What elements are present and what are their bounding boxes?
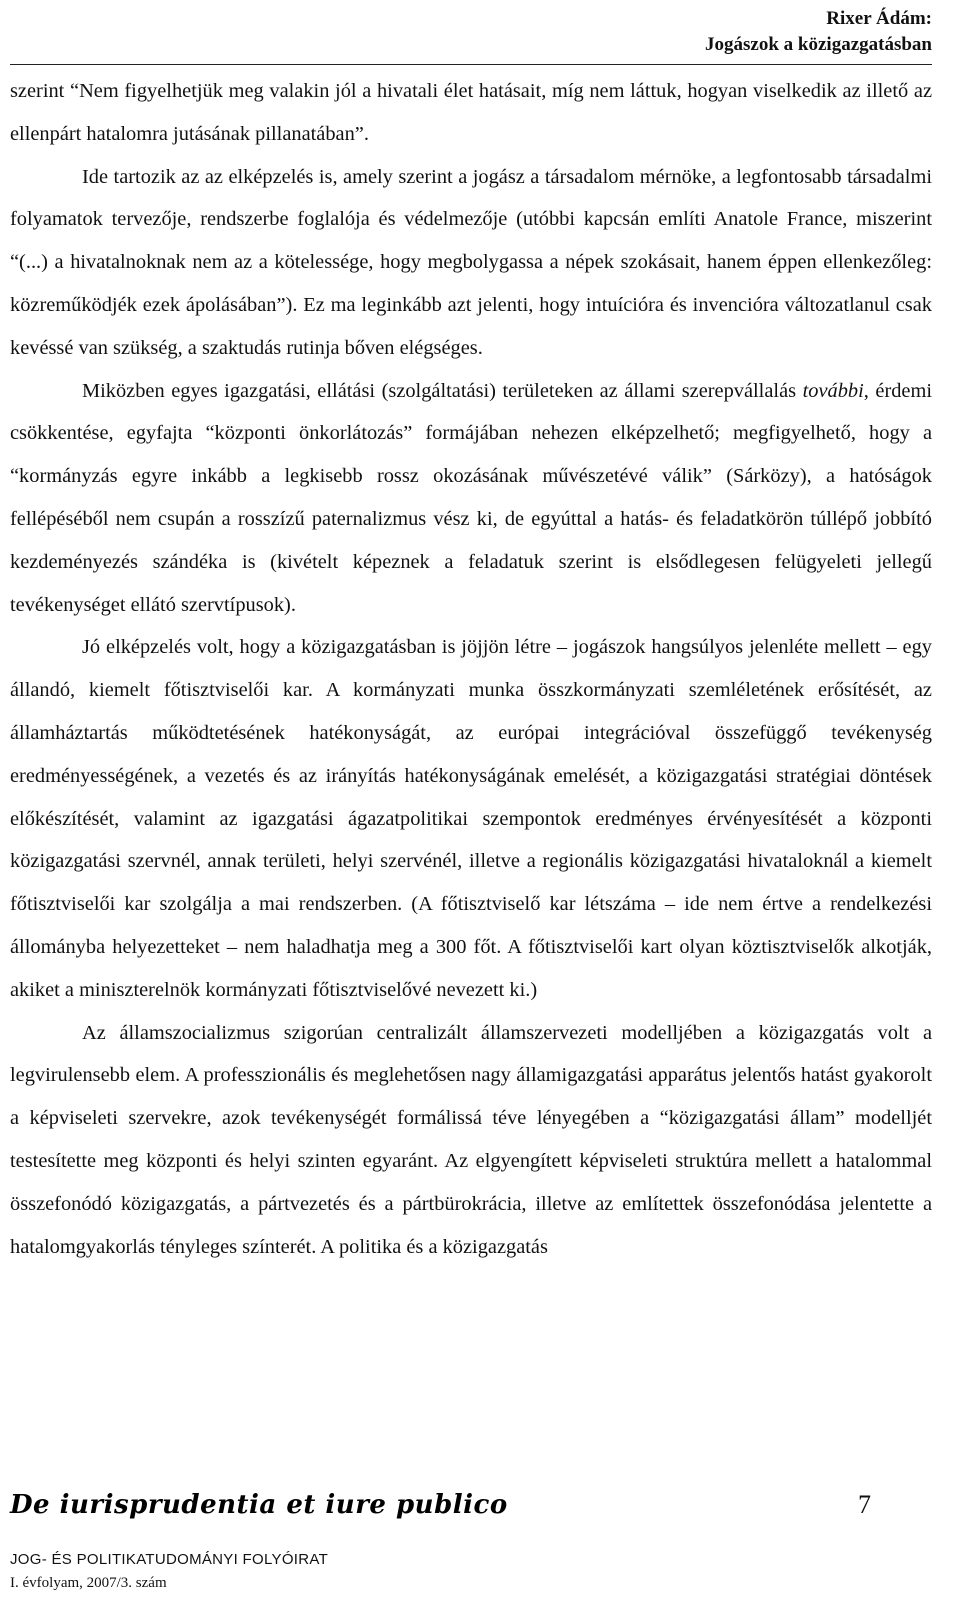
header-divider [10, 64, 932, 65]
running-header [705, 6, 932, 58]
paragraph-text: Miközben egyes igazgatási, ellátási (szolgáltatási) területeken az állami szerepvállalás [82, 379, 803, 402]
paragraph-continued: szerint “Nem figyelhetjük meg valakin jól a hivatali élet hatásait, míg nem láttuk, hogyan viselkedik az illető az ellenpárt hatalomra jutásának pillanatában”. [10, 80, 932, 145]
paragraph [10, 370, 932, 627]
page-number: 7 [858, 1490, 871, 1519]
article-body [10, 70, 932, 1268]
header-author: Rixer Ádám: [826, 8, 932, 29]
journal-logo: De iurisprudentia et iure publico [10, 1490, 508, 1520]
header-title: Jogászok a közigazgatásban [705, 34, 932, 55]
paragraph: Ide tartozik az az elképzelés is, amely szerint a jogász a társadalom mérnöke, a legfontosabb társadalmi folyamatok tervezője, rendszerbe foglalója és védelmezője (utóbbi kapcsán említi Anatole France, miszerint “(...) a hivatalnoknak nem az a kötelessége, hogy megbolygassa a népek szokásait, hanem éppen ellenkezőleg: közreműködjék ezek ápolásában”). Ez ma leginkább azt jelenti, hogy intuícióra és invencióra változatlanul csak kevéssé van szükség, a szaktudás rutinja bőven elégséges. [10, 165, 932, 359]
issue-info: I. évfolyam, 2007/3. szám [10, 1575, 167, 1591]
paragraph: Az államszocializmus szigorúan centralizált államszervezeti modelljében a közigazgatás volt a legvirulensebb elem. A professzionális és meglehetősen nagy államigazgatási apparátus jelentős hatást gyakorolt a képviseleti szervekre, azok tevékenységét formálissá téve lényegében a “közigazgatási állam” modelljét testesítette meg központi és helyi szinten egyaránt. Az elgyengített képviseleti struktúra mellett a hatalommal összefonódó közigazgatás, a pártvezetés és a pártbürokrácia, illetve az említettek összefonódása jelentette a hatalomgyakorlás tényleges színterét. A politika és a közigazgatás [10, 1021, 932, 1258]
journal-name: JOG- ÉS POLITIKATUDOMÁNYI FOLYÓIRAT [10, 1551, 329, 1568]
paragraph: Jó elképzelés volt, hogy a közigazgatásban is jöjjön létre – jogászok hangsúlyos jelenléte mellett – egy állandó, kiemelt főtisztviselői kar. A kormányzati munka összkormányzati szemléletének erősítését, az államháztartás működtetésének hatékonyságát, az európai integrációval összefüggő tevékenység eredményességének, a vezetés és az irányítás hatékonyságának emelését, a közigazgatási stratégiai döntések előkészítését, valamint az igazgatási ágazatpolitikai szempontok eredményes érvényesítését a központi közigazgatási szervnél, annak területi, helyi szervénél, illetve a regionális közigazgatási hivataloknál a kiemelt főtisztviselői kar szolgálja a mai rendszerben. (A főtisztviselő kar létszáma – ide nem értve a rendelkezési állományba helyezetteket – nem haladhatja meg a 300 főt. A főtisztviselői kart olyan köztisztviselők alkotják, akiket a miniszterelnök kormányzati főtisztviselővé nevezett ki.) [10, 636, 932, 1001]
emphasis-text: további [802, 379, 864, 402]
paragraph-text: , érdemi csökkentése, egyfajta “központi önkorlátozás” formájában nehezen elképzelhető; megfigyelhető, hogy a “kormányzás egyre inkább a legkisebb rossz okozásának művészetévé válik” (Sárközy), a hatóságok fellépéséből nem csupán a rosszízű paternalizmus vész ki, de egyúttal a hatás- és feladatkörön túllépő jobbító kezdeményezés szándéka is (kivételt képeznek a feladatuk szerint is elsődlegesen felügyeleti jellegű tevékenységet ellátó szervtípusok). [10, 379, 933, 616]
